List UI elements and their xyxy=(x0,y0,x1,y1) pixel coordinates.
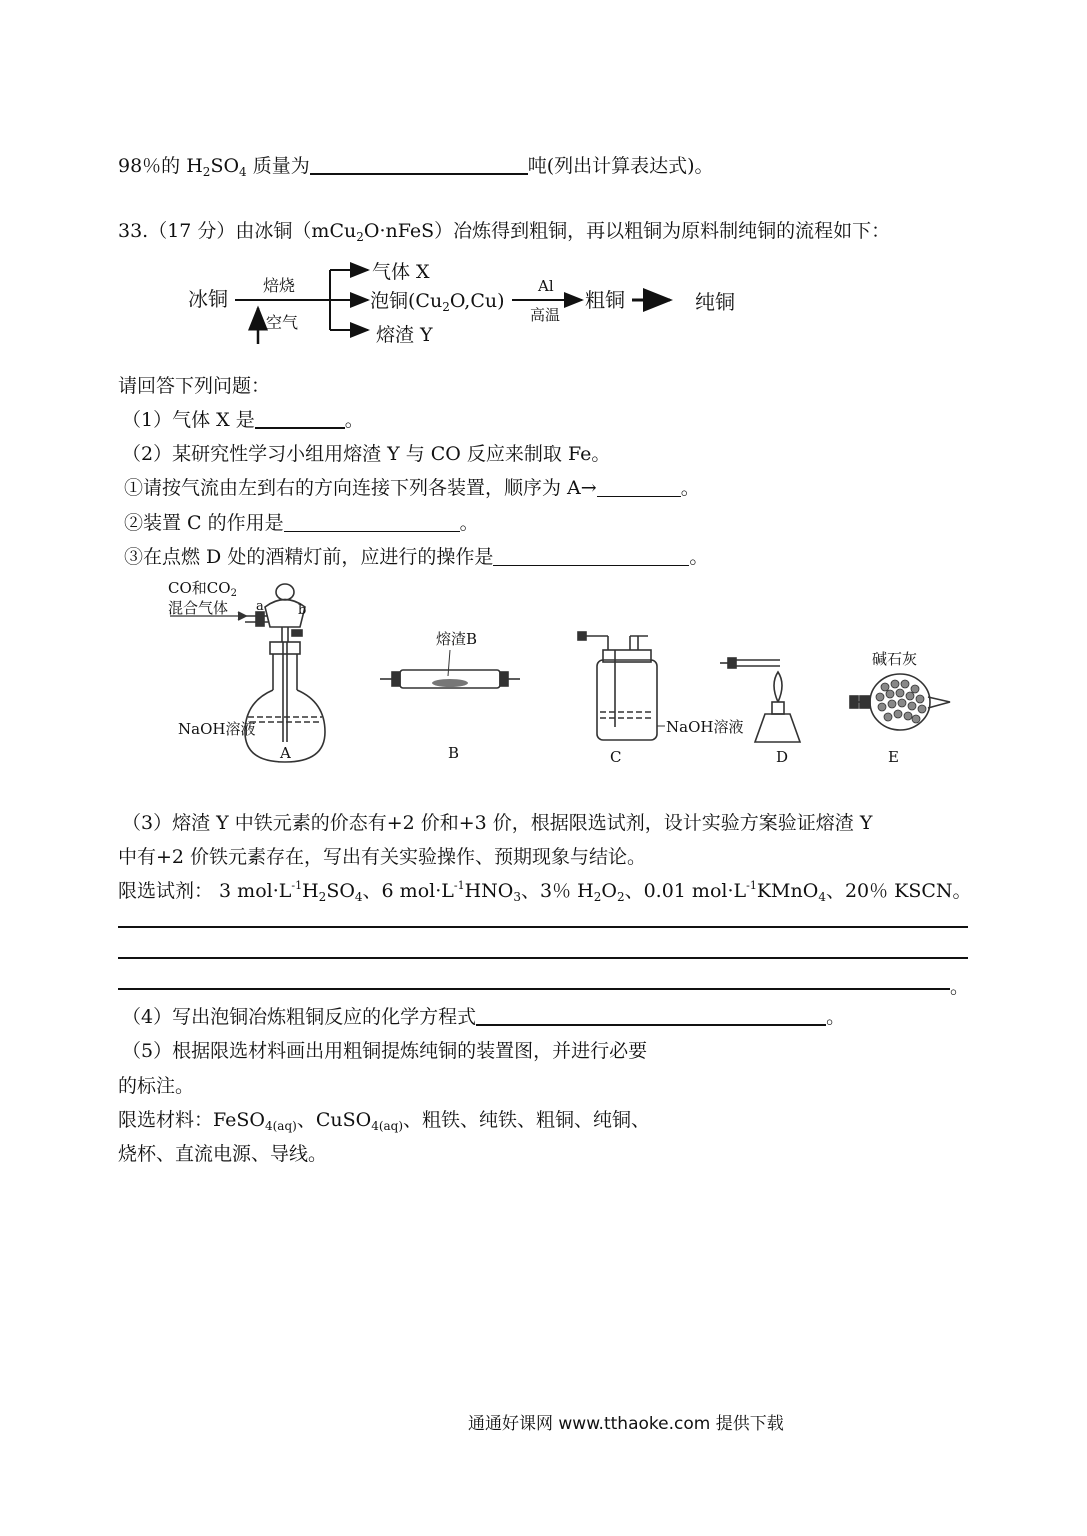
answer-line-end: 。 xyxy=(950,976,970,998)
slag-y-label: 熔渣 Y xyxy=(376,324,433,346)
apparatus-name-b: B xyxy=(448,744,460,762)
equation-blank[interactable] xyxy=(476,1004,826,1026)
apparatus-c xyxy=(578,632,665,740)
process-flow-diagram xyxy=(180,258,780,358)
part-2-2: ②装置 C 的作用是 。 xyxy=(124,512,479,534)
gas-x-label: 气体 X xyxy=(372,261,430,283)
apparatus-name-e: E xyxy=(888,748,899,766)
apparatus-e-label: 碱石灰 xyxy=(872,650,918,668)
apparatus-b-label: 熔渣B xyxy=(436,630,478,648)
part-5-line-2: 的标注。 xyxy=(118,1075,195,1097)
device-c-role-blank[interactable] xyxy=(284,511,460,532)
roast-label: 焙烧 xyxy=(263,276,296,295)
apparatus-b xyxy=(380,650,520,688)
order-blank[interactable] xyxy=(597,476,681,497)
reagents-list: 限选试剂： 3 $mol\cdot L^{-1}H_2SO_4$、6 $mol\cdot L^{-1}HNO_3$、3％ $H_2O_2$、0.01 $mol\cdot L^{-1}KMnO_4$、20％ KSCN。 xyxy=(118,879,972,904)
apparatus-c-solution-label: NaOH溶液 xyxy=(666,718,744,736)
part-3-line-1: （3）熔渣 Y 中铁元素的价态有+2 价和+3 价，根据限选试剂，设计实验方案验证熔渣 Y xyxy=(122,812,873,834)
apparatus-e xyxy=(850,674,950,730)
apparatus-name-a: A xyxy=(280,744,291,762)
operation-blank[interactable] xyxy=(493,545,689,566)
al-label: Al xyxy=(538,277,554,295)
materials-list: 限选材料：FeSO$_{4(aq)}$、CuSO$_{4(aq)}$、粗铁、纯铁、粗铜、纯铜、 xyxy=(118,1109,651,1133)
part-4: （4）写出泡铜冶炼粗铜反应的化学方程式 。 xyxy=(122,1006,846,1028)
answer-line-3[interactable] xyxy=(118,988,950,990)
question-33-intro: 33.（17 分）由冰铜（mCu$_2$O·nFeS）冶炼得到粗铜，再以粗铜为原料制纯铜的流程如下： xyxy=(118,220,891,244)
valve-a-label: a xyxy=(256,599,264,614)
apparatus-figure xyxy=(160,572,960,772)
part-2-1: ①请按气流由左到右的方向连接下列各装置，顺序为 A→ 。 xyxy=(124,477,700,499)
gas-x-blank[interactable] xyxy=(255,407,345,429)
answer-prompt: 请回答下列问题： xyxy=(118,375,271,397)
apparatus-a-gas-label-2: 混合气体 xyxy=(168,599,229,617)
crude-copper-label: 粗铜 xyxy=(585,288,625,312)
apparatus-a-gas-label-1: CO和$CO_2$ xyxy=(168,579,237,599)
part-1: （1）气体 X 是 。 xyxy=(122,409,364,431)
blister-copper-label: 泡铜$(Cu_2O,Cu)$ xyxy=(370,290,505,314)
pure-copper-label: 纯铜 xyxy=(695,290,735,314)
apparatus-name-c: C xyxy=(610,748,622,766)
page-footer: 通通好课网 www.tthaoke.com 提供下载 xyxy=(468,1414,784,1434)
flow-start: 冰铜 xyxy=(188,287,228,311)
high-temp-label: 高温 xyxy=(530,306,561,324)
part-2: （2）某研究性学习小组用熔渣 Y 与 CO 反应来制取 Fe。 xyxy=(122,443,611,465)
apparatus-name-d: D xyxy=(776,748,789,766)
valve-b-label: b xyxy=(298,603,307,618)
materials-list-line-2: 烧杯、直流电源、导线。 xyxy=(118,1143,328,1165)
part-3-line-2: 中有+2 价铁元素存在，写出有关实验操作、预期现象与结论。 xyxy=(118,846,647,868)
air-label: 空气 xyxy=(266,313,299,332)
previous-question-tail: 98％的 $H_2SO_4$ 质量为 吨(列出计算表达式)。 xyxy=(118,155,714,179)
answer-line-1[interactable] xyxy=(118,926,968,928)
part-5-line-1: （5）根据限选材料画出用粗铜提炼纯铜的装置图，并进行必要 xyxy=(122,1040,648,1062)
part-2-3: ③在点燃 D 处的酒精灯前，应进行的操作是 。 xyxy=(124,546,709,568)
answer-blank[interactable] xyxy=(310,153,528,175)
answer-line-2[interactable] xyxy=(118,957,968,959)
apparatus-a-solution-label: NaOH溶液 xyxy=(178,720,256,738)
